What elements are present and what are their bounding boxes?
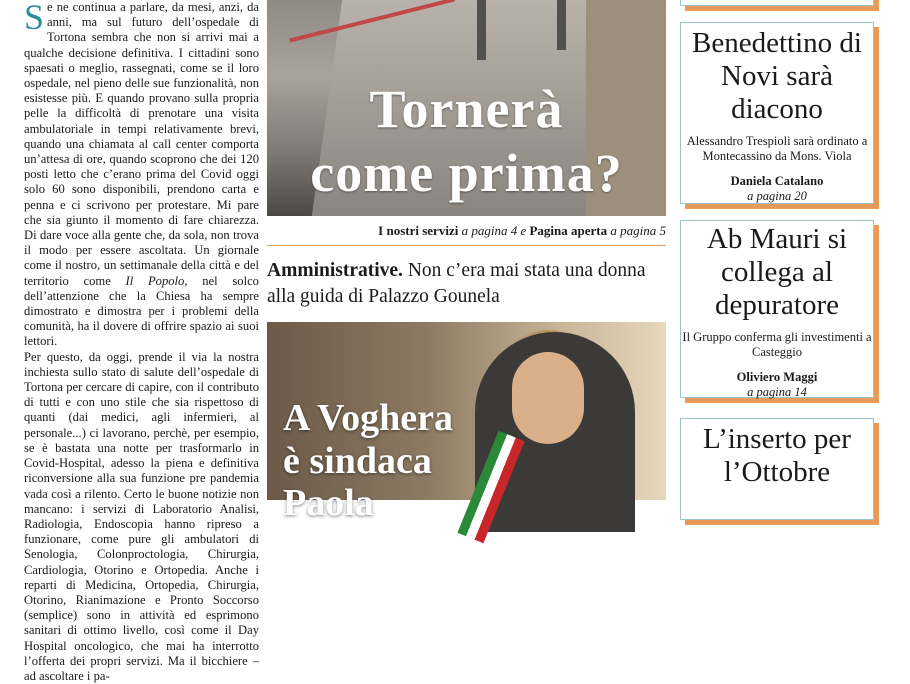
services-reference	[267, 223, 666, 239]
section-divider	[267, 245, 666, 246]
second-story-title: Non c’era mai stata una donna alla guida di Palazzo Gounela	[267, 260, 646, 307]
mayor-photo	[267, 322, 666, 524]
second-story-headline	[267, 258, 667, 310]
editorial-paragraph-1	[24, 0, 259, 350]
overlay-line-2: è sindaca	[283, 440, 432, 482]
second-story-kicker: Amministrative.	[267, 260, 403, 281]
dropcap: S	[24, 0, 45, 37]
newspaper-name: Il Popolo	[125, 273, 185, 288]
editorial-column	[24, 0, 259, 683]
barrier-post	[477, 0, 486, 60]
sidebar-box-title: Benedettino di Novi sarà diacono	[692, 27, 862, 125]
sidebar-box-page: a pagina 20	[747, 189, 807, 203]
barrier-post	[557, 0, 566, 50]
sidebar-box-2[interactable]	[680, 220, 874, 398]
main-headline-line2: come prima?	[310, 143, 623, 203]
sidebar-box-subtitle: Alessandro Trespioli sarà ordinato a Montecassino da Mons. Viola	[686, 134, 868, 163]
sidebar-box-3[interactable]	[680, 418, 874, 520]
sidebar-box-title: L’inserto per l’Ottobre	[703, 423, 851, 488]
sidebar-box-title: Ab Mauri si collega al depuratore	[706, 223, 848, 321]
open-page-ref: a pagina 5	[610, 223, 666, 238]
editorial-text-1: e ne continua a parlare, da mesi, anzi, da anni, ma sul futuro dell’ospedale di Tortona sembra che non si arrivi mai a qualche decisione definitiva. I cittadini sono spaesati o meglio, rassegnati, come se il loro ospedale, nel pieno delle sue funzionalità, non esistesse più. E quando provano sulla propria pelle la difficoltà di prenotare una visita ambulatoriale in tempi relativamente brevi, quando una chiamata al call center comporta un’attesa di ore, quando scoprono che dei 120 posti letto che c’erano prima del Covid oggi solo 60 sono disponibili, prendono carta e penna e ci scrivono per protestare. Mi pare che sia giunto il momento di fare chiarezza. Di dare voce alla gente che, da sola, non trova il modo per essere ascoltata. Un giornale come il nostro, un settimanale della città e del territorio come	[24, 0, 259, 288]
sidebar-box-author: Daniela Catalano	[730, 174, 824, 188]
overlay-line-3: Paola	[283, 482, 374, 524]
overlay-line-1: A Voghera	[283, 397, 453, 439]
main-headline-line1: Tornerà	[369, 79, 564, 139]
services-label: I nostri servizi	[378, 223, 459, 238]
sidebar-box-subtitle: Il Gruppo conferma gli investimenti a Casteggio	[682, 330, 872, 359]
editorial-paragraph-2: Per questo, da oggi, prende il via la nostra inchiesta sullo stato di salute dell’ospedale di Tortona per cercare di capire, con il contributo di tutti e con uno stile che sia rispettoso di quanti (dai medici, agli infermieri, al personale...) ci lavorano, perchè, per esempio, se è bastata una notte per trasformarlo in Covid-Hospital, adesso la piena e definitiva riconversione alla sua funzione pre pandemia vada così a rilento. Certo le buone notizie non mancano: i servizi di Laboratorio Analisi, Radiologia, Endoscopia hanno ripreso a funzionare, come pure gli ambulatori di Senologia, Colonproctologia, Chirurgia, Cardiologia, Otorino e Ortopedia. Anche i reparti di Medicina, Ortopedia, Chirurgia, Otorino, Rianimazione e Pronto Soccorso (semplice) sono in attività ed esprimono sanitari di ottimo livello, così come il Day Hospital oncologico, che mai ha interrotto l’offerta dei propri servizi. Ma il bicchiere – ad ascoltare i pa-	[24, 349, 259, 683]
services-and: e	[520, 223, 527, 238]
sidebar-box-page: a pagina 14	[747, 385, 807, 399]
sidebar-box-1[interactable]	[680, 22, 874, 204]
editorial-text-1-end: , nel solco dell’attenzione che la Chiesa ha sempre dimostrato e dimostra per i problemi della comunità, ha il dovere di offrire spazio ai suoi lettori.	[24, 273, 259, 349]
sidebar-box-top-partial	[680, 0, 874, 6]
services-page-ref: a pagina 4	[461, 223, 518, 238]
open-page-label: Pagina aperta	[529, 223, 608, 238]
sidebar-box-author: Oliviero Maggi	[736, 370, 818, 384]
hospital-entrance-photo	[267, 0, 666, 216]
